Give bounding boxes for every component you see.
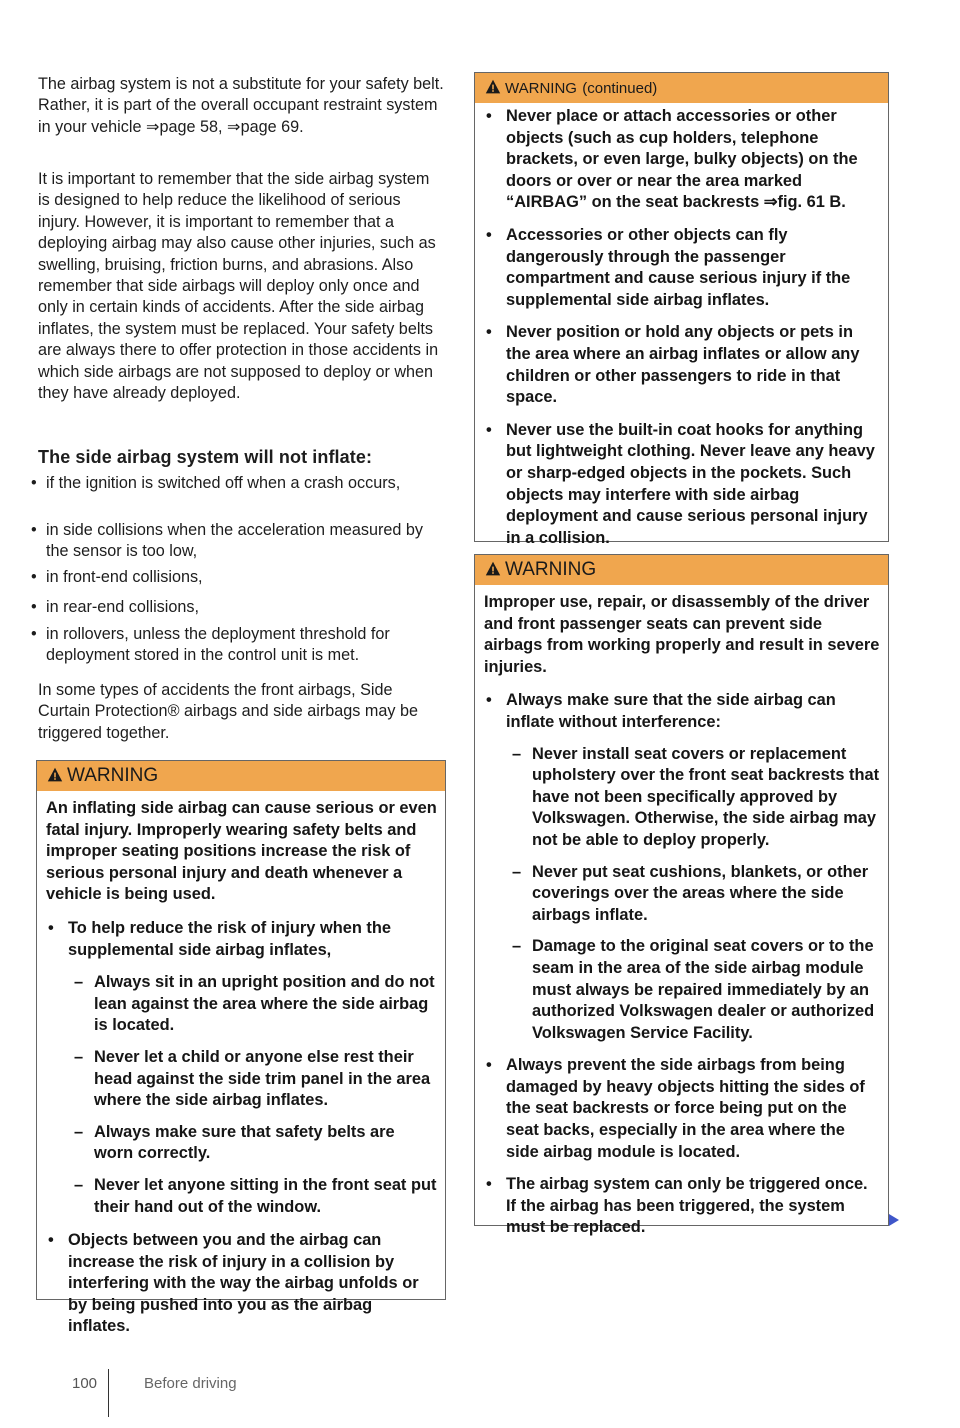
warning-dash-item: – Always sit in an upright position and do not lean against the area where the side airbag is located.: [74, 973, 435, 1035]
warning-title: WARNING: [67, 765, 159, 786]
warning-triangle-icon: [485, 561, 501, 577]
section-heading: The side airbag system will not inflate:: [38, 447, 373, 467]
bullet-icon: •: [48, 918, 54, 937]
page-number: 100: [72, 1375, 98, 1392]
warning-dash-item: – Always make sure that safety belts are worn correctly.: [74, 1122, 395, 1163]
warning-bullet: • Never position or hold any objects or pets in the area where an airbag inflates or allow any children or other passengers to ride in that space.: [486, 323, 860, 407]
warning-bullet: • Objects between you and the airbag can increase the risk of injury in a collision by interfering with the way the airbag unfolds or by being pushed into you as the airbag inflates.: [48, 1231, 419, 1336]
list-item: • in front-end collisions,: [38, 567, 445, 588]
warning-header: [37, 761, 445, 791]
footer-divider: [108, 1369, 109, 1417]
dash-icon: –: [512, 937, 522, 956]
list-item: • in side collisions when the acceleration measured by the sensor is too low,: [31, 521, 424, 561]
warning-dash-item: – Damage to the original seat covers or to the seam in the area of the side airbag module must always be repaired immediately by an authorized Volkswagen dealer or authorized Volkswagen Service Facility.: [512, 937, 875, 1042]
dash-icon: –: [512, 862, 522, 881]
warning-header: [475, 555, 888, 585]
bullet-icon: •: [31, 625, 37, 643]
warning-box: [474, 554, 889, 1237]
bullet-icon: •: [31, 521, 37, 539]
warning-triangle-icon: [47, 767, 63, 783]
section-title: Before driving: [144, 1375, 237, 1392]
warning-bullet: • Always make sure that the side airbag can inflate without interference:: [486, 691, 836, 731]
warning-title: WARNING: [505, 80, 577, 97]
warning-box: [36, 760, 446, 1336]
warning-dash-item: – Never let anyone sitting in the front seat put their hand out of the window.: [74, 1175, 437, 1216]
warning-dash-item: – Never let a child or anyone else rest their head against the side trim panel in the area where the side airbag inflates.: [74, 1047, 431, 1110]
warning-intro: An inflating side airbag can cause serious or even fatal injury. Improperly wearing safety belts and improper seating positions increase the risk of serious personal injury and death whenever a vehicle is being used.: [46, 799, 437, 904]
warning-continued-box: [474, 72, 889, 547]
bullet-icon: •: [486, 691, 492, 710]
warning-intro: Improper use, repair, or disassembly of the driver and front passenger seats can prevent side airbags from working properly and result in severe injuries.: [484, 593, 880, 676]
list-item: • in rear-end collisions,: [38, 597, 445, 618]
warning-header: [475, 73, 888, 103]
bullet-icon: •: [48, 1231, 54, 1250]
dash-icon: –: [512, 744, 522, 763]
dash-icon: –: [74, 1175, 84, 1194]
dash-icon: –: [74, 1122, 84, 1141]
bullet-icon: •: [486, 225, 492, 244]
warning-bullet: • Accessories or other objects can fly dangerously through the passenger compartment and cause serious injury if the supplemental side airbag inflates.: [486, 225, 851, 309]
bullet-icon: •: [486, 1056, 492, 1075]
bullet-icon: •: [486, 1175, 492, 1194]
intro-paragraph-2: It is important to remember that the side airbag system is designed to help reduce the likelihood of serious injury. However, it is important to remember that a deploying airbag may also cause other injuries, such as swelling, bruising, friction burns, and abrasions. Also remember that side airbags will deploy only once and only in certain kinds of accidents. After the side airbag inflates, the system must be replaced. Your safety belts are always there to offer protection in those accidents in which side airbags are not supposed to deploy or when they have already deployed.: [38, 170, 439, 403]
bullet-icon: •: [31, 598, 37, 616]
bullet-icon: •: [486, 420, 492, 439]
warning-title: WARNING: [505, 559, 597, 580]
list-item: • if the ignition is switched off when a crash occurs,: [38, 473, 445, 494]
continue-arrow-icon: [889, 1214, 899, 1226]
paragraph-triggered-together: In some types of accidents the front airbags, Side Curtain Protection® airbags and side airbags may be triggered together.: [38, 681, 418, 742]
warning-triangle-icon: [485, 79, 501, 95]
warning-dash-item: – Never install seat covers or replacement upholstery over the front seat backrests that have not been specifically approved by Volkswagen. Otherwise, the side airbag may not be able to deploy properly.: [512, 744, 880, 849]
warning-bullet: • The airbag system can only be triggered once. If the airbag has been triggered, the system must be replaced.: [486, 1175, 868, 1237]
warning-bullet: • Never place or attach accessories or other objects (such as cup holders, telephone brackets, or even large, bulky objects) on the doors or over or near the area marked “AIRBAG” on the seat backrests ⇒fig. 61 B.: [486, 107, 858, 212]
warning-bullet: • To help reduce the risk of injury when the supplemental side airbag inflates,: [48, 918, 392, 959]
list-item: • in rollovers, unless the deployment threshold for deployment stored in the control unit is met.: [31, 625, 390, 665]
intro-paragraph-1: The airbag system is not a substitute for your safety belt. Rather, it is part of the overall occupant restraint system in your vehicle ⇒page 58, ⇒page 69.: [38, 75, 444, 136]
bullet-icon: •: [486, 323, 492, 342]
bullet-icon: •: [31, 568, 37, 586]
warning-bullet: • Never use the built-in coat hooks for anything but lightweight clothing. Never leave any heavy or sharp-edged objects in the pockets. Such objects may interfere with side airbag deployment and cause serious personal injury in a collision.: [486, 420, 875, 547]
bullet-icon: •: [31, 474, 37, 492]
bullet-icon: •: [486, 107, 492, 125]
warning-dash-item: – Never put seat cushions, blankets, or other coverings over the areas where the side airbags inflate.: [512, 862, 869, 924]
warning-bullet: • Always prevent the side airbags from being damaged by heavy objects hitting the sides of the seat backrests or force being put on the seat backs, especially in the area where the side airbag module is located.: [486, 1056, 865, 1161]
dash-icon: –: [74, 973, 84, 992]
dash-icon: –: [74, 1047, 84, 1066]
warning-continued-label: (continued): [582, 80, 658, 97]
